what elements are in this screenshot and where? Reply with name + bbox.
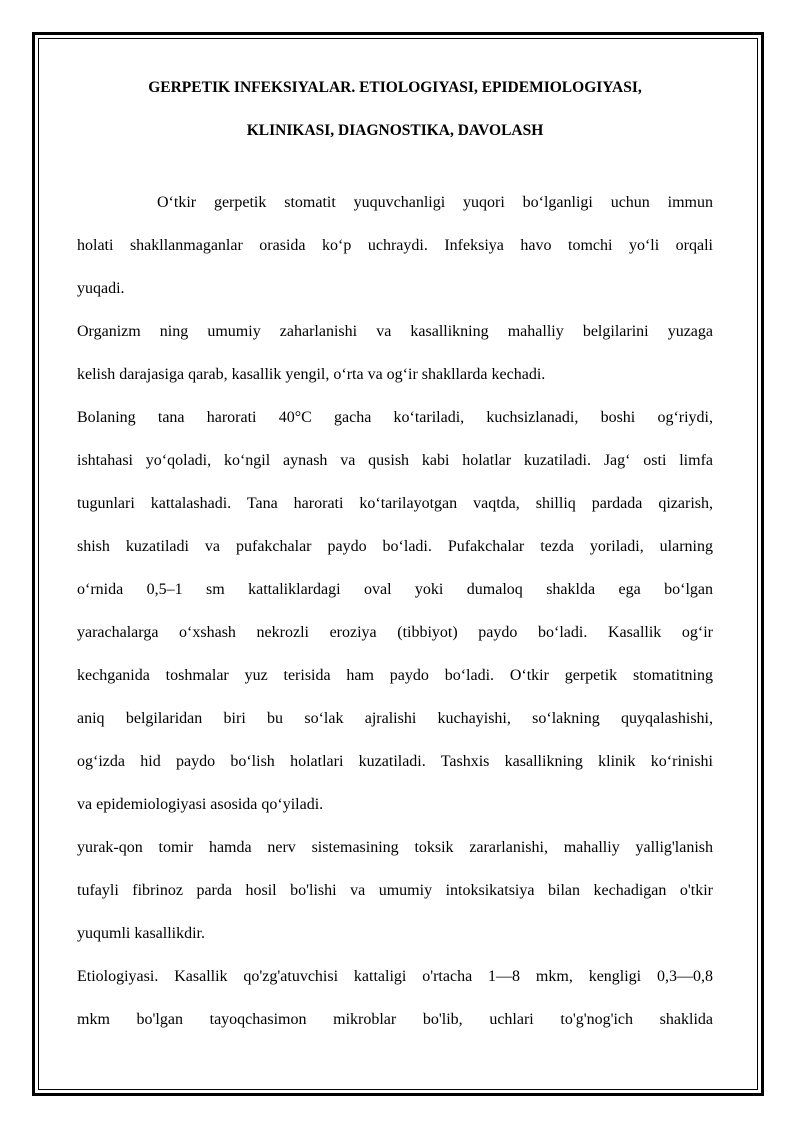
paragraph-4 xyxy=(77,826,713,955)
text-line: yarachalarga o‘xshash nekrozli eroziya (tibbiyot) paydo bo‘ladi. Kasallik og‘ir xyxy=(77,624,713,641)
text-line: yuqadi. xyxy=(77,280,125,297)
text-line: tufayli fibrinoz parda hosil bo'lishi va umumiy intoksikatsiya bilan kechadigan o'tkir xyxy=(77,882,713,899)
text-line: o‘rnida 0,5–1 sm kattaliklardagi oval yoki dumaloq shaklda ega bo‘lgan xyxy=(77,581,713,598)
text-line: ishtahasi yo‘qoladi, ko‘ngil aynash va qusish kabi holatlar kuzatiladi. Jag‘ osti limfa xyxy=(77,452,713,469)
text-line: og‘izda hid paydo bo‘lish holatlari kuzatiladi. Tashxis kasallikning klinik ko‘rinishi xyxy=(77,753,713,770)
text-line: Etiologiyasi. Kasallik qo'zg'atuvchisi kattaligi o'rtacha 1—8 mkm, kengligi 0,3—0,8 xyxy=(77,968,713,985)
title-line-2: KLINIKASI, DIAGNOSTIKA, DAVOLASH xyxy=(246,122,544,139)
paragraph-3 xyxy=(77,396,713,826)
title-line-1: GERPETIK INFEKSIYALAR. ETIOLOGIYASI, EPIDEMIOLOGIYASI, xyxy=(148,79,642,96)
document-body xyxy=(77,66,713,1041)
text-line: kechganida toshmalar yuz terisida ham paydo bo‘ladi. O‘tkir gerpetik stomatitning xyxy=(77,667,713,684)
document-title xyxy=(77,66,713,152)
text-line: holati shakllanmaganlar orasida ko‘p uchraydi. Infeksiya havo tomchi yo‘li orqali xyxy=(77,237,713,254)
text-line: Bolaning tana harorati 40°C gacha ko‘tariladi, kuchsizlanadi, boshi og‘riydi, xyxy=(77,409,713,426)
text-line: shish kuzatiladi va pufakchalar paydo bo‘ladi. Pufakchalar tezda yoriladi, ularning xyxy=(77,538,713,555)
paragraph-2 xyxy=(77,310,713,396)
text-line: mkm bo'lgan tayoqchasimon mikroblar bo'lib, uchlari to'g'nog'ich shaklida xyxy=(77,1011,713,1028)
text-line: kelish darajasiga qarab, kasallik yengil, o‘rta va og‘ir shakllarda kechadi. xyxy=(77,366,546,383)
text-line: O‘tkir gerpetik stomatit yuquvchanligi yuqori bo‘lganligi uchun immun xyxy=(157,194,713,211)
text-line: Organizm ning umumiy zaharlanishi va kasallikning mahalliy belgilarini yuzaga xyxy=(77,323,713,340)
text-line: yuqumli kasallikdir. xyxy=(77,925,205,942)
paragraph-1 xyxy=(77,181,713,310)
text-line: tugunlari kattalashadi. Tana harorati ko‘tarilayotgan vaqtda, shilliq pardada qizarish, xyxy=(77,495,713,512)
text-line: yurak-qon tomir hamda nerv sistemasining toksik zararlanishi, mahalliy yallig'lanish xyxy=(77,839,713,856)
text-line: aniq belgilaridan biri bu so‘lak ajralishi kuchayishi, so‘lakning quyqalashishi, xyxy=(77,710,713,727)
paragraph-5 xyxy=(77,955,713,1041)
text-line: va epidemiologiyasi asosida qo‘yiladi. xyxy=(77,796,324,813)
